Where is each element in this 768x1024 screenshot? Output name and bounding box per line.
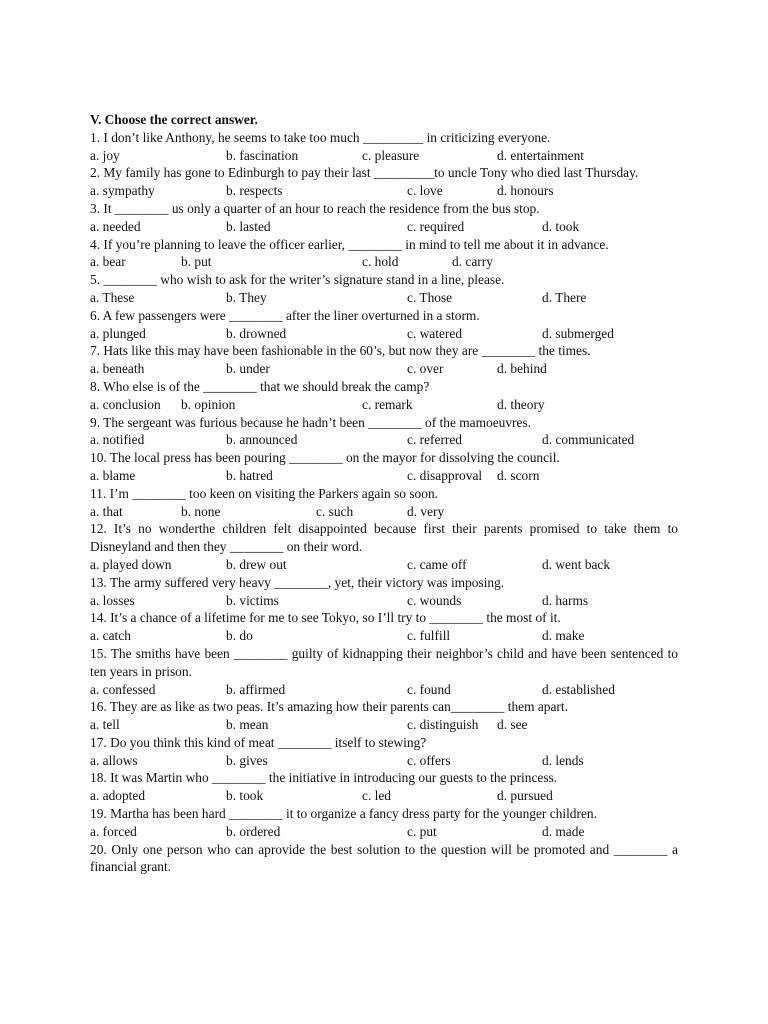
answer-option[interactable]: b. respects [226, 183, 283, 199]
options-row [90, 787, 678, 805]
answer-option[interactable]: b. put [181, 254, 212, 270]
answer-option[interactable]: d. pursued [497, 788, 553, 804]
options-row [90, 627, 678, 645]
answer-option[interactable]: a. played down [90, 556, 172, 572]
options-row [90, 752, 678, 770]
answer-option[interactable]: d. scorn [497, 467, 540, 483]
answer-option[interactable]: b. do [226, 628, 253, 644]
answer-option[interactable]: d. established [542, 681, 615, 697]
answer-option[interactable]: b. mean [226, 717, 269, 733]
answer-option[interactable]: c. distinguish [407, 717, 479, 733]
answer-option[interactable]: b. took [226, 788, 264, 804]
options-row [90, 360, 678, 378]
answer-option[interactable]: c. disapproval [407, 467, 483, 483]
answer-option[interactable]: c. over [407, 361, 444, 377]
answer-option[interactable]: c. such [316, 503, 354, 519]
question-text: 19. Martha has been hard ________ it to organize a fancy dress party for the younger children. [90, 806, 597, 822]
options-row [90, 681, 678, 699]
answer-option[interactable]: a. conclusion [90, 396, 161, 412]
answer-option[interactable]: d. took [542, 218, 580, 234]
answer-option[interactable]: c. wounds [407, 592, 462, 608]
question-text: 18. It was Martin who ________ the initiative in introducing our guests to the princess. [90, 770, 558, 786]
answer-option[interactable]: d. see [497, 717, 528, 733]
answer-option[interactable]: b. They [226, 289, 267, 305]
answer-option[interactable]: a. blame [90, 467, 136, 483]
answer-option[interactable]: d. submerged [542, 325, 614, 341]
answer-option[interactable]: a. joy [90, 147, 120, 163]
answer-option[interactable]: a. beneath [90, 361, 145, 377]
options-row [90, 147, 678, 165]
answer-option[interactable]: a. notified [90, 432, 145, 448]
answer-option[interactable]: b. drowned [226, 325, 287, 341]
answer-option[interactable]: c. put [407, 823, 437, 839]
answer-option[interactable]: b. opinion [181, 396, 236, 412]
options-row [90, 592, 678, 610]
answer-option[interactable]: b. hatred [226, 467, 273, 483]
options-row [90, 467, 678, 485]
options-row [90, 431, 678, 449]
section-heading: V. Choose the correct answer. [90, 112, 258, 127]
question-text: 6. A few passengers were ________ after the liner overturned in a storm. [90, 307, 480, 323]
answer-option[interactable]: d. There [542, 289, 587, 305]
answer-option[interactable]: c. remark [362, 396, 413, 412]
question-text: 9. The sergeant was furious because he hadn’t been ________ of the mamoeuvres. [90, 414, 532, 430]
answer-option[interactable]: d. carry [452, 254, 493, 270]
answer-option[interactable]: a. These [90, 289, 135, 305]
question-text: 1. I don’t like Anthony, he seems to take too much _________ in criticizing everyone. [90, 129, 551, 145]
answer-option[interactable]: d. lends [542, 752, 584, 768]
answer-option[interactable]: c. led [362, 788, 391, 804]
answer-option[interactable]: b. announced [226, 432, 298, 448]
answer-option[interactable]: d. entertainment [497, 147, 585, 163]
options-row [90, 253, 678, 271]
options-row [90, 556, 678, 574]
answer-option[interactable]: c. found [407, 681, 451, 697]
question-text: 3. It ________ us only a quarter of an hour to reach the residence from the bus stop. [90, 200, 540, 216]
answer-option[interactable]: c. fulfill [407, 628, 451, 644]
answer-option[interactable]: d. very [407, 503, 445, 519]
answer-option[interactable]: a. adopted [90, 788, 146, 804]
options-row [90, 716, 678, 734]
question-text: 5. ________ who wish to ask for the writer’s signature stand in a line, please. [90, 272, 505, 288]
answer-option[interactable]: d. behind [497, 361, 547, 377]
answer-option[interactable]: a. bear [90, 254, 126, 270]
answer-option[interactable]: d. make [542, 628, 585, 644]
answer-option[interactable]: a. allows [90, 752, 138, 768]
options-row [90, 823, 678, 841]
answer-option[interactable]: d. harms [542, 592, 589, 608]
question-text: 20. Only one person who can aprovide the best solution to the question will be promoted and ________ a financial grant. [90, 841, 678, 875]
answer-option[interactable]: c. love [407, 183, 443, 199]
question-text: 16. They are as like as two peas. It’s amazing how their parents can________ them apart. [90, 699, 568, 715]
worksheet [90, 111, 678, 876]
answer-option[interactable]: a. confessed [90, 681, 156, 697]
question-text: 17. Do you think this kind of meat ________ itself to stewing? [90, 734, 427, 750]
answer-option[interactable]: d. made [542, 823, 585, 839]
answer-option[interactable]: b. none [181, 503, 221, 519]
answer-option[interactable]: c. came off [407, 556, 467, 572]
question-text: 15. The smiths have been ________ guilty of kidnapping their neighbor’s child and have been sentenced to ten years in prison. [90, 645, 678, 679]
options-row [90, 396, 678, 414]
question-list [90, 129, 678, 876]
question-text: 10. The local press has been pouring ________ on the mayor for dissolving the council. [90, 450, 560, 466]
answer-option[interactable]: a. needed [90, 218, 141, 234]
options-row [90, 503, 678, 521]
options-row [90, 182, 678, 200]
question-text: 13. The army suffered very heavy ________, yet, their victory was imposing. [90, 574, 505, 590]
question-text: 4. If you’re planning to leave the officer earlier, ________ in mind to tell me about it in advance. [90, 236, 609, 252]
answer-option[interactable]: a. that [90, 503, 123, 519]
answer-option[interactable]: c. required [407, 218, 465, 234]
answer-option[interactable]: b. drew out [226, 556, 287, 572]
answer-option[interactable]: b. ordered [226, 823, 281, 839]
answer-option[interactable]: c. offers [407, 752, 451, 768]
answer-option[interactable]: a. tell [90, 717, 120, 733]
answer-option[interactable]: d. communicated [542, 432, 635, 448]
options-row [90, 218, 678, 236]
answer-option[interactable]: a. catch [90, 628, 131, 644]
answer-option[interactable]: a. forced [90, 823, 137, 839]
question-text: 7. Hats like this may have been fashionable in the 60’s, but now they are ________ the times. [90, 343, 591, 359]
answer-option[interactable]: d. theory [497, 396, 545, 412]
answer-option[interactable]: c. referred [407, 432, 463, 448]
answer-option[interactable]: a. sympathy [90, 183, 155, 199]
question-text: 8. Who else is of the ________ that we should break the camp? [90, 378, 430, 394]
options-row [90, 325, 678, 343]
options-row [90, 289, 678, 307]
answer-option[interactable]: b. lasted [226, 218, 271, 234]
answer-option[interactable]: b. fascination [226, 147, 299, 163]
answer-option[interactable]: c. pleasure [362, 147, 420, 163]
answer-option[interactable]: c. Those [407, 289, 453, 305]
answer-option[interactable]: b. victims [226, 592, 279, 608]
answer-option[interactable]: d. went back [542, 556, 611, 572]
answer-option[interactable]: c. hold [362, 254, 399, 270]
question-text: 12. It’s no wonderthe children felt disappointed because first their parents promised to take them to Disneyland and then they ________ on their word. [90, 521, 678, 555]
answer-option[interactable]: a. plunged [90, 325, 146, 341]
answer-option[interactable]: d. honours [497, 183, 554, 199]
question-text: 11. I’m ________ too keen on visiting the Parkers again so soon. [90, 485, 438, 501]
answer-option[interactable]: a. losses [90, 592, 135, 608]
question-text: 2. My family has gone to Edinburgh to pay their last _________to uncle Tony who died last Thursday. [90, 165, 639, 181]
answer-option[interactable]: b. under [226, 361, 270, 377]
answer-option[interactable]: b. gives [226, 752, 268, 768]
answer-option[interactable]: b. affirmed [226, 681, 286, 697]
answer-option[interactable]: c. watered [407, 325, 463, 341]
question-text: 14. It’s a chance of a lifetime for me to see Tokyo, so I’ll try to ________ the most of it. [90, 610, 561, 626]
